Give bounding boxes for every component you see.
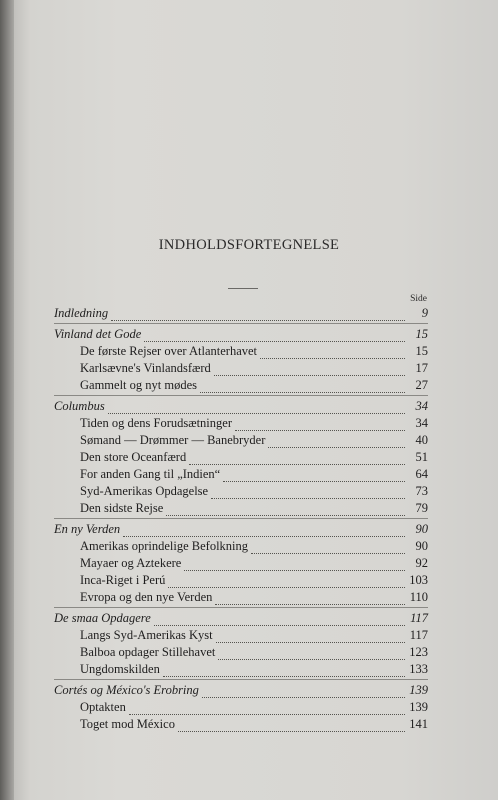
toc-section (54, 607, 428, 679)
toc-entry-page: 27 (415, 378, 428, 392)
toc-entry-page: 64 (415, 467, 428, 481)
toc-entry-page: 117 (409, 628, 428, 642)
page-column-label: Side (410, 294, 427, 304)
toc-entry-title: Evropa og den nye Verden (80, 590, 213, 604)
toc-entry-title: Mayaer og Aztekere (80, 556, 182, 570)
toc-entry-page: 40 (415, 433, 428, 447)
toc-entry-page: 73 (415, 484, 428, 498)
toc-chapter-page: 139 (409, 683, 428, 697)
toc-chapter-title: Indledning (54, 306, 109, 320)
leader-dots (200, 382, 405, 393)
heading-rule (228, 288, 258, 289)
toc-entry[interactable] (54, 501, 428, 518)
toc-section (54, 395, 428, 518)
toc-chapter[interactable] (54, 306, 428, 323)
leader-dots (218, 649, 405, 660)
toc-entry[interactable] (54, 645, 428, 662)
leader-dots (129, 704, 405, 715)
leader-dots (166, 505, 405, 516)
toc-chapter[interactable] (54, 327, 428, 344)
leader-dots (214, 365, 405, 376)
leader-dots (260, 348, 405, 359)
toc-entry-title: Sømand — Drømmer — Banebryder (80, 433, 266, 447)
toc-chapter[interactable] (54, 522, 428, 539)
leader-dots (211, 488, 405, 499)
toc-entry[interactable] (54, 416, 428, 433)
leader-dots (178, 721, 405, 732)
toc-entry[interactable] (54, 590, 428, 607)
leader-dots (108, 403, 405, 414)
toc-section (54, 306, 428, 323)
toc-entry-title: Toget mod México (80, 717, 175, 731)
toc-entry[interactable] (54, 378, 428, 395)
leader-dots (154, 615, 405, 626)
leader-dots (268, 437, 405, 448)
toc-chapter-page: 34 (415, 399, 428, 413)
toc-entry[interactable] (54, 717, 428, 734)
toc-chapter-title: Columbus (54, 399, 105, 413)
toc-entry-title: Karlsævne's Vinlandsfærd (80, 361, 211, 375)
leader-dots (223, 471, 405, 482)
leader-dots (189, 454, 405, 465)
toc-entry-page: 110 (409, 590, 428, 604)
toc-entry-title: Optakten (80, 700, 126, 714)
toc-entry-page: 17 (415, 361, 428, 375)
leader-dots (123, 526, 405, 537)
toc-entry-page: 123 (409, 645, 428, 659)
toc-entry-title: De første Rejser over Atlanterhavet (80, 344, 258, 358)
toc-entry-page: 79 (415, 501, 428, 515)
toc-entry-title: Amerikas oprindelige Befolkning (80, 539, 249, 553)
toc-chapter-title: Vinland det Gode (54, 327, 142, 341)
toc-entry-title: Den sidste Rejse (80, 501, 164, 515)
toc-chapter-title: En ny Verden (54, 522, 121, 536)
toc-entry-title: Langs Syd-Amerikas Kyst (80, 628, 213, 642)
toc-section (54, 323, 428, 395)
toc-entry-title: Den store Oceanfærd (80, 450, 187, 464)
toc-entry[interactable] (54, 573, 428, 590)
toc-entry-title: Balboa opdager Stillehavet (80, 645, 216, 659)
toc-entry[interactable] (54, 539, 428, 556)
toc-chapter-page: 90 (415, 522, 428, 536)
toc-entry-title: Tiden og dens Forudsætninger (80, 416, 232, 430)
toc-entry[interactable] (54, 433, 428, 450)
toc-entry[interactable] (54, 556, 428, 573)
toc-entry-page: 141 (409, 717, 428, 731)
toc-entry-page: 92 (415, 556, 428, 570)
toc-entry-title: Inca-Riget i Perú (80, 573, 166, 587)
toc-entry[interactable] (54, 344, 428, 361)
leader-dots (144, 331, 405, 342)
leader-dots (216, 632, 405, 643)
toc-chapter-page: 117 (410, 611, 428, 625)
leader-dots (251, 543, 405, 554)
toc-chapter-page: 15 (415, 327, 428, 341)
leader-dots (202, 687, 405, 698)
leader-dots (168, 577, 405, 588)
toc-entry[interactable] (54, 700, 428, 717)
toc-entry-page: 90 (415, 539, 428, 553)
toc-chapter[interactable] (54, 683, 428, 700)
toc-entry[interactable] (54, 662, 428, 679)
toc-entry[interactable] (54, 628, 428, 645)
table-of-contents (54, 305, 428, 734)
toc-chapter-title: De smaa Opdagere (54, 611, 151, 625)
toc-entry-page: 103 (409, 573, 428, 587)
leader-dots (215, 594, 405, 605)
book-spine-shadow (0, 0, 14, 800)
toc-chapter-page: 9 (421, 306, 428, 320)
toc-section (54, 679, 428, 734)
leader-dots (184, 560, 405, 571)
toc-entry-page: 133 (409, 662, 428, 676)
leader-dots (111, 310, 405, 321)
toc-entry[interactable] (54, 450, 428, 467)
leader-dots (163, 666, 405, 677)
toc-chapter[interactable] (54, 611, 428, 628)
toc-entry-title: Gammelt og nyt mødes (80, 378, 197, 392)
toc-entry-page: 51 (415, 450, 428, 464)
toc-entry[interactable] (54, 361, 428, 378)
toc-entry-title: Ungdomskilden (80, 662, 160, 676)
toc-entry-title: For anden Gang til „Indien“ (80, 467, 221, 481)
toc-entry[interactable] (54, 484, 428, 501)
toc-entry-page: 139 (409, 700, 428, 714)
toc-heading: INDHOLDSFORTEGNELSE (158, 237, 340, 253)
leader-dots (235, 420, 405, 431)
toc-chapter[interactable] (54, 399, 428, 416)
toc-chapter-title: Cortés og México's Erobring (54, 683, 199, 697)
toc-entry[interactable] (54, 467, 428, 484)
toc-entry-page: 15 (415, 344, 428, 358)
toc-entry-page: 34 (415, 416, 428, 430)
toc-entry-title: Syd-Amerikas Opdagelse (80, 484, 209, 498)
toc-section (54, 518, 428, 607)
